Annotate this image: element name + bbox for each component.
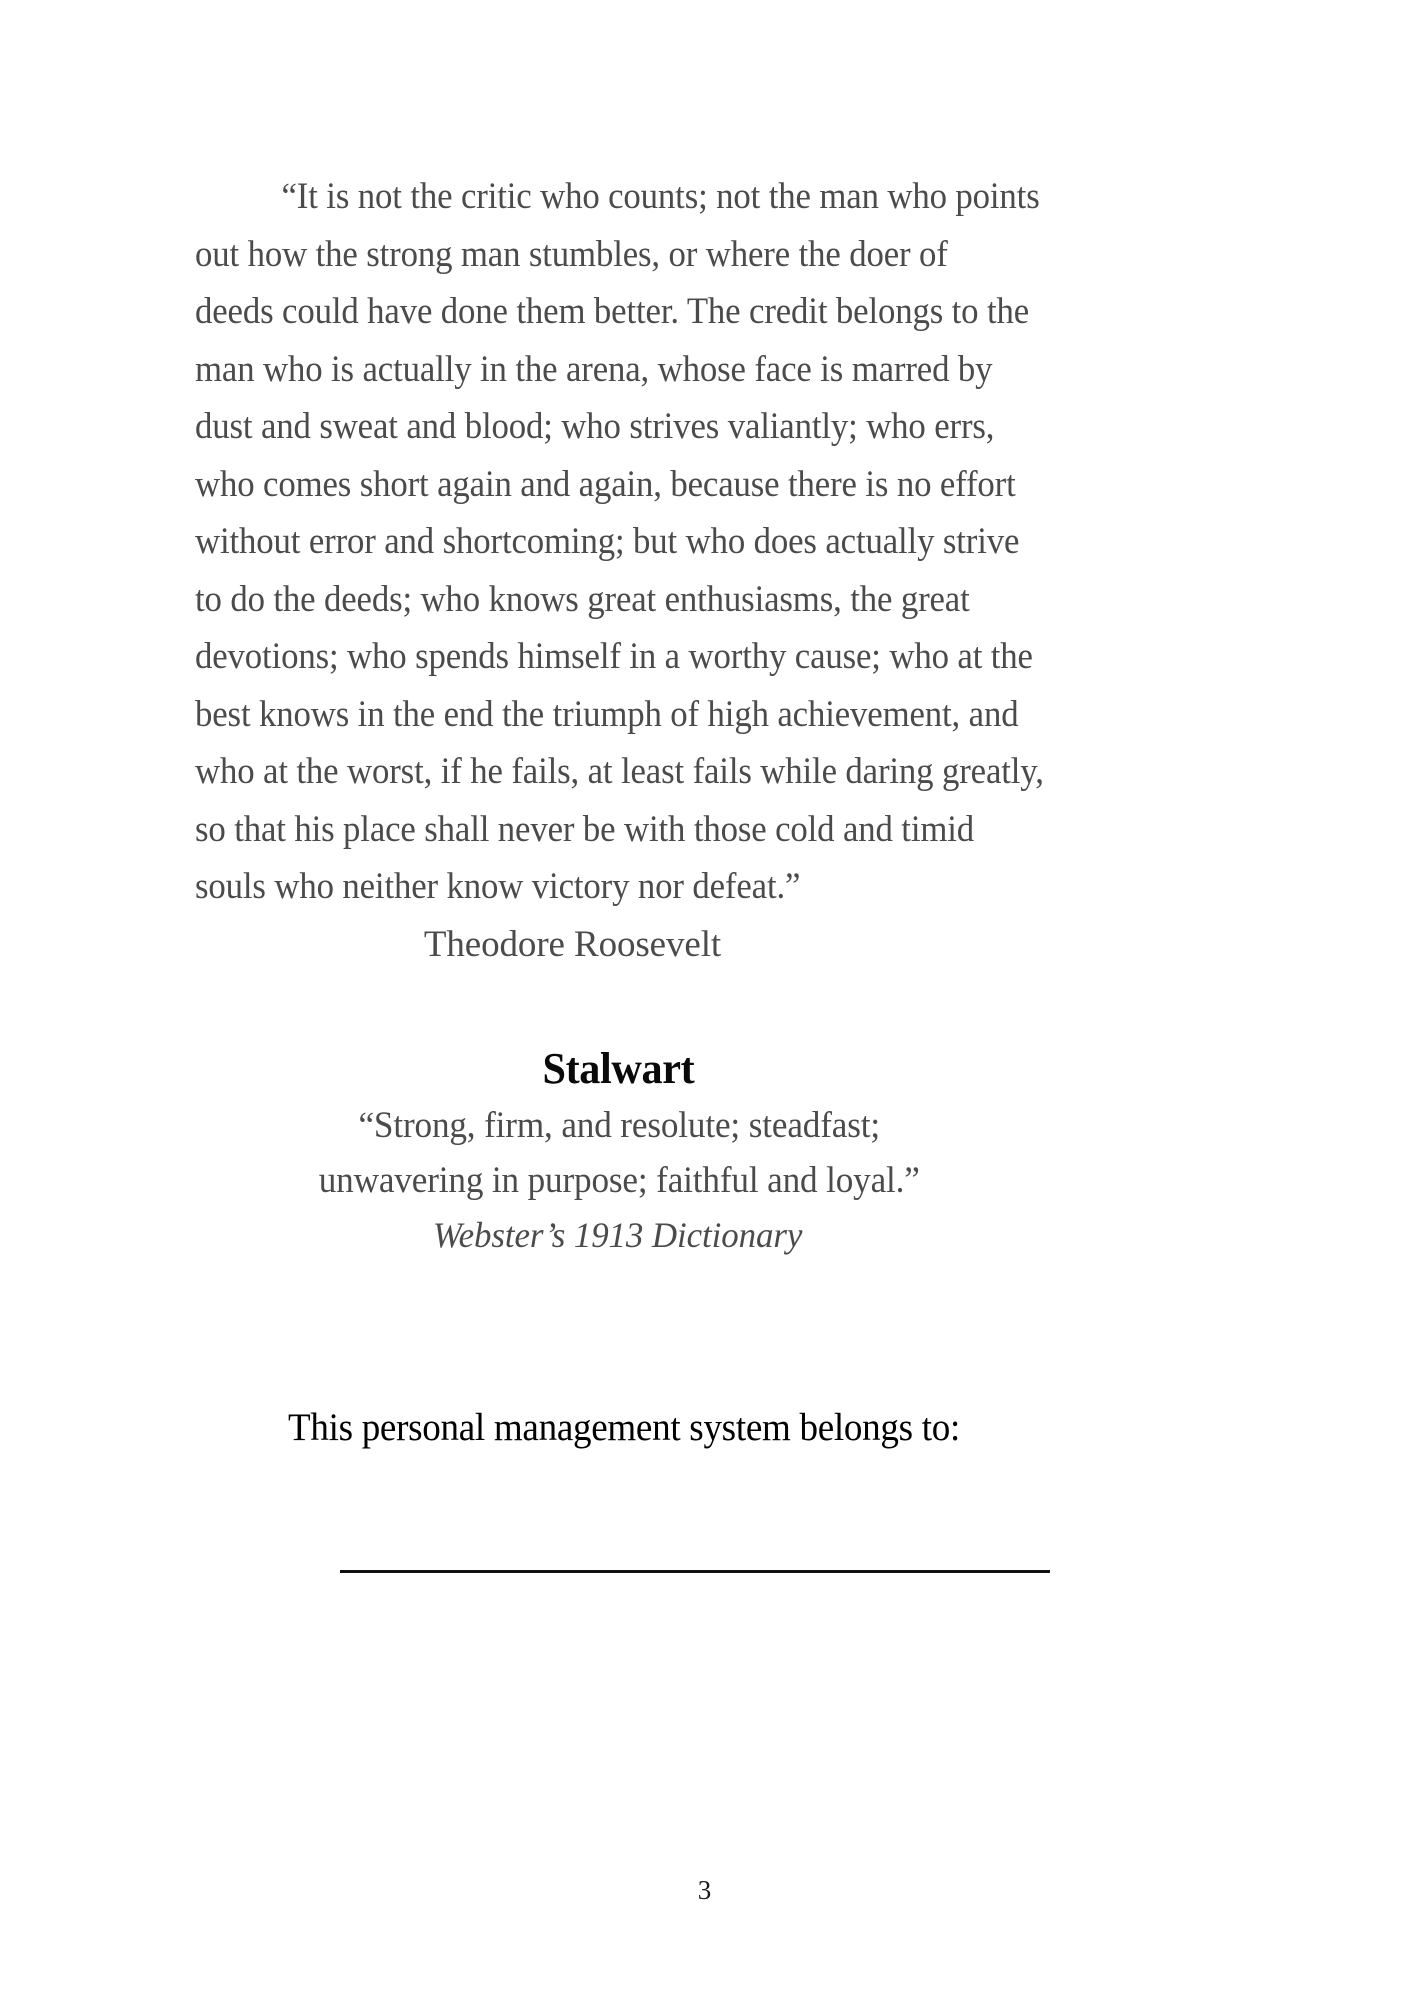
quote-line: dust and sweat and blood; who strives valiantly; who errs, <box>195 406 995 447</box>
epigraph-quote <box>195 168 1205 973</box>
quote-line: devotions; who spends himself in a worthy cause; who at the <box>195 636 1033 677</box>
definition-term: Stalwart <box>542 1044 695 1093</box>
quote-line: “It is not the critic who counts; not the man who points <box>281 176 1040 217</box>
quote-line: best knows in the end the triumph of high achievement, and <box>195 693 1019 735</box>
quote-attribution: Theodore Roosevelt <box>423 923 722 965</box>
definition-source: Webster’s 1913 Dictionary <box>432 1215 803 1255</box>
page-number: 3 <box>697 1875 712 1905</box>
quote-line: without error and shortcoming; but who does actually strive <box>195 521 1020 562</box>
definition-line: unwavering in purpose; faithful and loyal.” <box>318 1160 920 1201</box>
quote-line: to do the deeds; who knows great enthusiasms, the great <box>195 578 970 620</box>
quote-line: who comes short again and again, because there is no effort <box>195 463 1016 505</box>
ownership-block <box>195 1400 1205 1456</box>
definition-block <box>195 1040 1205 1263</box>
quote-line: so that his place shall never be with those cold and timid <box>195 808 975 850</box>
signature-line[interactable] <box>340 1570 1050 1573</box>
quote-line: who at the worst, if he fails, at least fails while daring greatly, <box>195 751 1044 792</box>
definition-line: “Strong, firm, and resolute; steadfast; <box>358 1105 881 1146</box>
ownership-prompt: This personal management system belongs to: <box>287 1406 961 1449</box>
quote-line: out how the strong man stumbles, or where the doer of <box>195 233 948 275</box>
quote-line: man who is actually in the arena, whose face is marred by <box>195 348 993 390</box>
quote-line: souls who neither know victory nor defeat.” <box>195 866 801 907</box>
quote-line: deeds could have done them better. The credit belongs to the <box>195 291 1030 332</box>
